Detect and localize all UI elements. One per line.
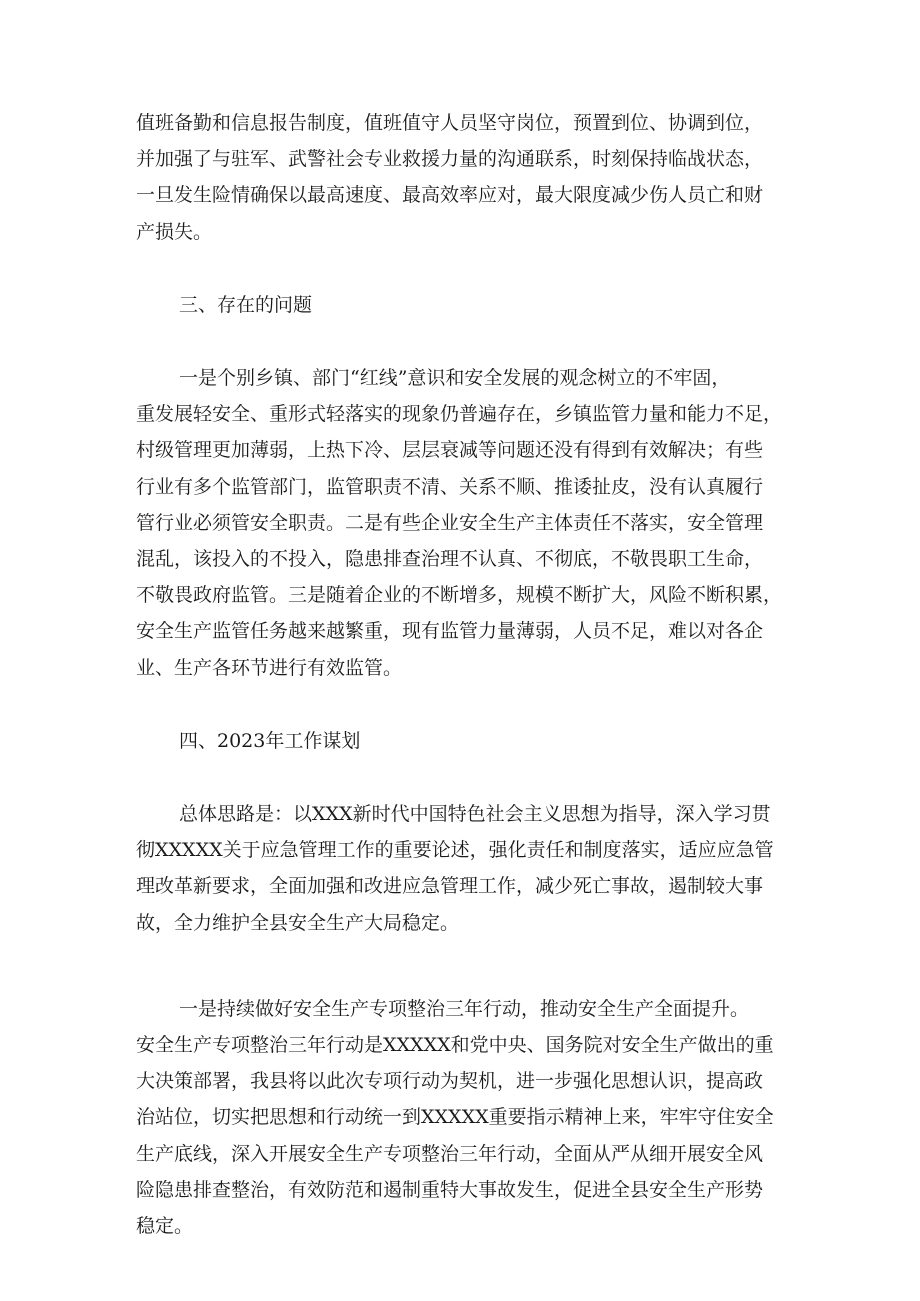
text-line: 彻XXXXX关于应急管理工作的重要论述，强化责任和制度落实，适应应急管 [136,839,774,862]
text-line: 险隐患排查整治，有效防范和遏制重特大事故发生，促进全县安全生产形势 [136,1178,764,1201]
text-line: 大决策部署，我县将以此次专项行动为契机，进一步强化思想认识，提高政 [136,1070,764,1093]
text-line: 理改革新要求，全面加强和改进应急管理工作，减少死亡事故，遏制较大事 [136,875,764,898]
section-heading-plan-2023: 四、2023年工作谋划 [179,729,361,752]
section-heading-problems: 三、存在的问题 [179,293,313,316]
text-line: 一旦发生险情确保以最高速度、最高效率应对，最大限度减少伤人员亡和财 [136,184,764,207]
paragraph-first-task [136,991,790,1244]
text-line: 生产底线，深入开展安全生产专项整治三年行动，全面从严从细开展安全风 [136,1142,764,1165]
text-line: 安全生产专项整治三年行动是XXXXX和党中央、国务院对安全生产做出的重 [136,1034,774,1057]
text-line: 值班备勤和信息报告制度，值班值守人员坚守岗位，预置到位、协调到位， [136,112,764,134]
text-line: 一是个别乡镇、部门“红线”意识和安全发展的观念树立的不牢固， [179,367,731,390]
text-line: 不敬畏政府监管。三是随着企业的不断增多，规模不断扩大，风险不断积累， [136,584,783,607]
text-line: 重发展轻安全、重形式轻落实的现象仍普遍存在，乡镇监管力量和能力不足， [136,403,783,426]
text-line: 并加强了与驻军、武警社会专业救援力量的沟通联系，时刻保持临战状态， [136,148,764,171]
text-line: 业、生产各环节进行有效监管。 [136,656,403,679]
text-line: 故，全力维护全县安全生产大局稳定。 [136,911,460,934]
paragraph-problems [136,360,790,686]
text-line: 稳定。 [136,1215,194,1238]
text-line: 安全生产监管任务越来越繁重，现有监管力量薄弱，人员不足，难以对各企 [136,620,764,643]
text-line: 一是持续做好安全生产专项整治三年行动，推动安全生产全面提升。 [179,997,750,1020]
text-line: 混乱，该投入的不投入，隐患排查治理不认真、不彻底，不敬畏职工生命， [136,548,764,571]
text-line: 行业有多个监管部门，监管职责不清、关系不顺、推诿扯皮，没有认真履行 [136,475,764,498]
text-line: 管行业必须管安全职责。二是有些企业安全生产主体责任不落实，安全管理 [136,511,764,534]
paragraph-intro-tail [136,105,790,250]
text-line: 村级管理更加薄弱，上热下冷、层层衰减等问题还没有得到有效解决；有些 [136,439,764,462]
text-line: 产损失。 [136,220,213,243]
text-line: 总体思路是：以XXX新时代中国特色社会主义思想为指导，深入学习贯 [179,803,771,826]
text-line: 治站位，切实把思想和行动统一到XXXXX重要指示精神上来，牢牢守住安全 [136,1106,774,1129]
paragraph-overall-approach [136,796,790,941]
document-page [136,105,790,1244]
